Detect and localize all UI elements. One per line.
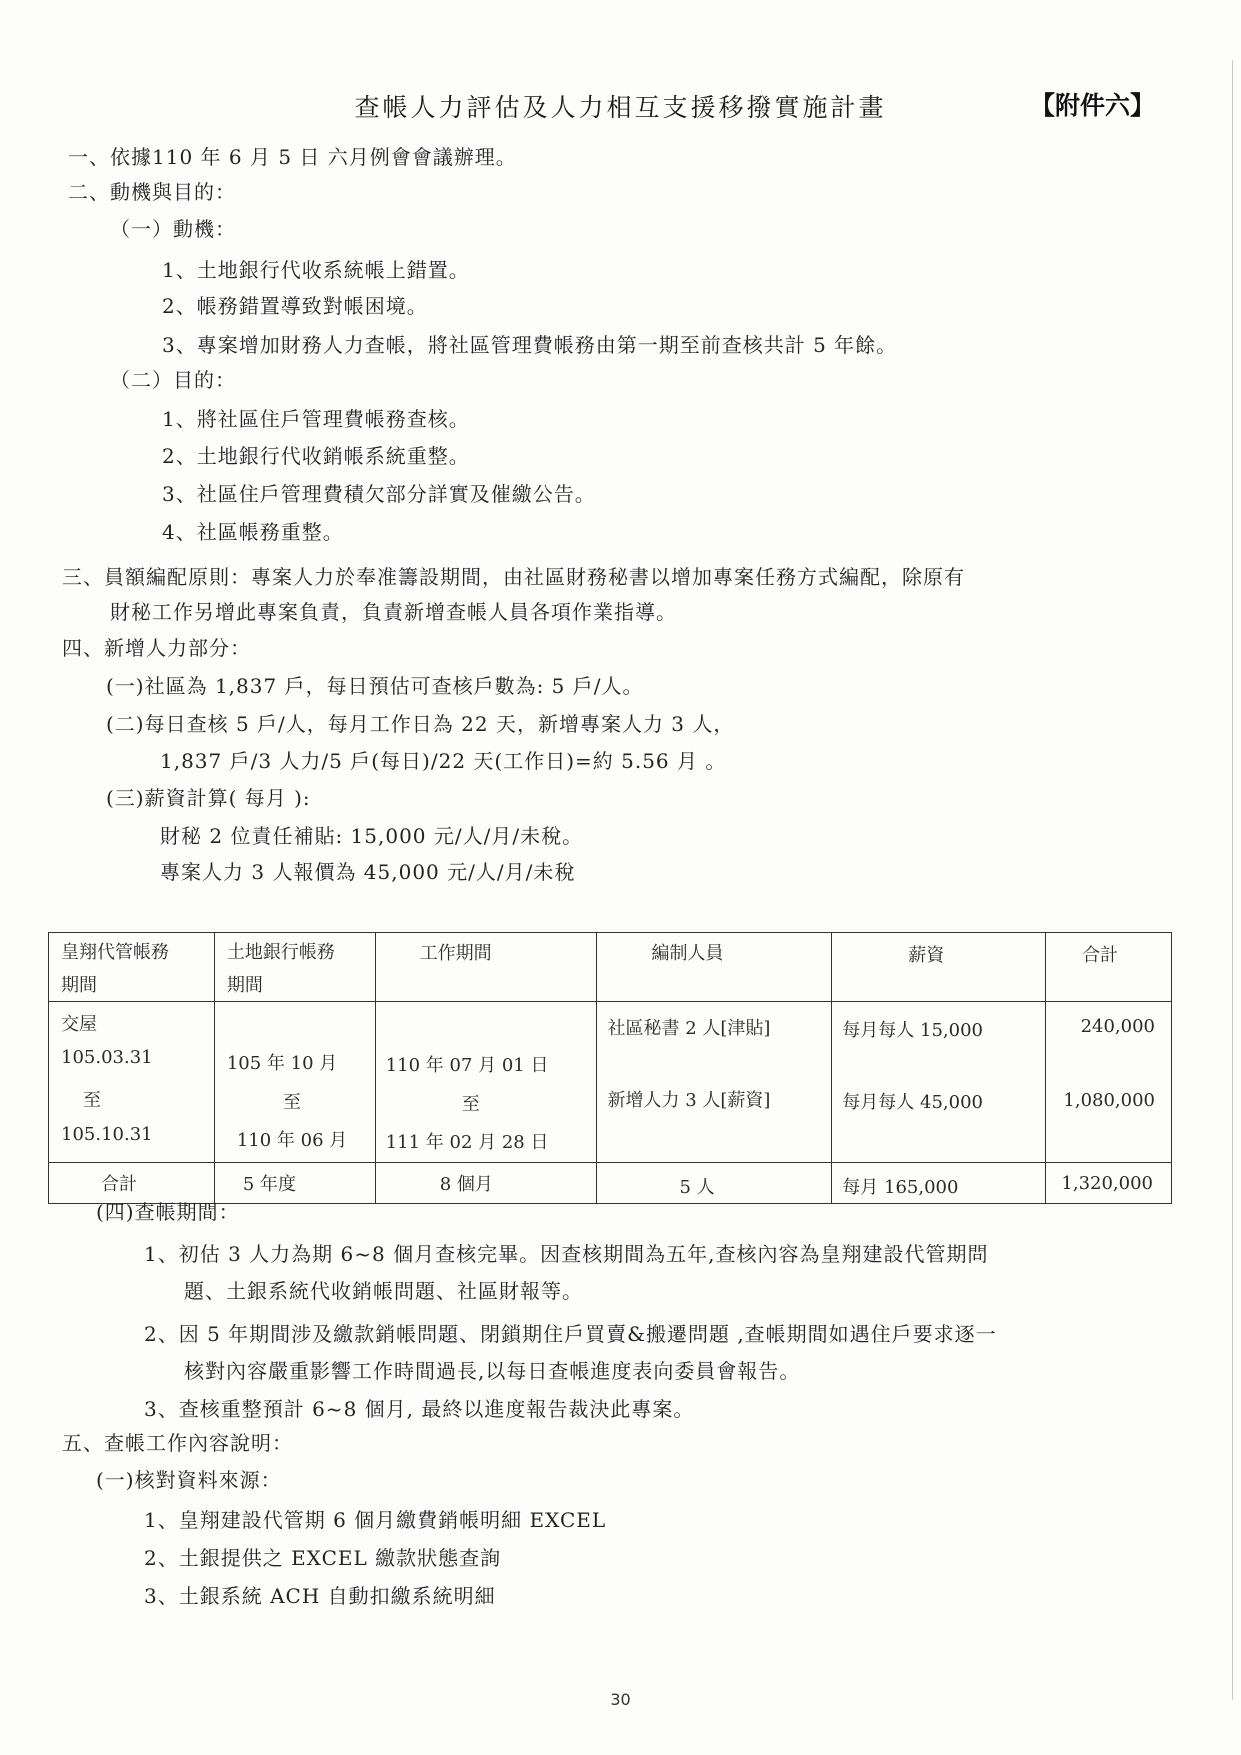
table-cell: 105 年 10 月 至 110 年 06 月	[214, 1002, 375, 1163]
body-line: 專案人力 3 人報價為 45,000 元/人/月/未稅	[160, 860, 576, 884]
table-row	[49, 1002, 1172, 1163]
body-line: 2、帳務錯置導致對帳困境。	[162, 294, 428, 318]
body-line: (一)核對資料來源：	[96, 1468, 282, 1492]
body-line: 核對內容嚴重影響工作時間過長,以每日查帳進度表向委員會報告。	[184, 1359, 801, 1383]
body-line: （二）目的：	[110, 368, 236, 392]
table-cell: 240,000 1,080,000	[1046, 1002, 1172, 1163]
table-header-cell: 薪資	[832, 933, 1046, 1002]
table-cell: 交屋 105.03.31 至 105.10.31	[49, 1002, 215, 1163]
table-cell: 110 年 07 月 01 日 至 111 年 02 月 28 日	[375, 1002, 597, 1163]
body-line: 四、新增人力部分：	[62, 636, 251, 660]
body-line: 1、初估 3 人力為期 6~8 個月查核完畢。因查核期間為五年,查核內容為皇翔建設代管期問	[144, 1242, 989, 1266]
table-header-row	[49, 933, 1172, 1002]
table-cell: 5 人	[597, 1163, 832, 1204]
body-line: 五、查帳工作內容說明：	[62, 1431, 293, 1455]
body-line: 財秘工作另增此專案負責，負責新增查帳人員各項作業指導。	[110, 600, 677, 624]
staffing-cost-table	[48, 932, 1172, 1204]
body-line: 3、專案增加財務人力查帳，將社區管理費帳務由第一期至前查核共計 5 年餘。	[162, 333, 898, 357]
table-cell: 合計	[49, 1163, 215, 1204]
body-line: 二、動機與目的：	[68, 180, 236, 204]
body-line: 一、依據110 年 6 月 5 日 六月例會會議辦理。	[68, 145, 517, 169]
body-line: 4、社區帳務重整。	[162, 520, 344, 544]
body-line: 財秘 2 位責任補貼: 15,000 元/人/月/未稅。	[160, 824, 584, 848]
table-header-cell: 工作期間	[375, 933, 597, 1002]
table-cell: 5 年度	[214, 1163, 375, 1204]
table-cell: 社區秘書 2 人[津貼] 新增人力 3 人[薪資]	[597, 1002, 832, 1163]
body-line: 1、皇翔建設代管期 6 個月繳費銷帳明細 EXCEL	[144, 1508, 607, 1532]
body-line: (二)每日查核 5 戶/人，每月工作日為 22 天，新增專案人力 3 人，	[106, 712, 735, 736]
body-line: 2、土銀提供之 EXCEL 繳款狀態查詢	[144, 1546, 502, 1570]
body-line: (三)薪資計算( 每月 ):	[106, 786, 311, 810]
body-line: （一）動機：	[110, 217, 236, 241]
table-header-cell: 土地銀行帳務 期間	[214, 933, 375, 1002]
body-line: 3、社區住戶管理費積欠部分詳實及催繳公告。	[162, 482, 596, 506]
body-line: 3、查核重整預計 6~8 個月, 最終以進度報告裁決此專案。	[144, 1397, 695, 1421]
body-line: 1,837 戶/3 人力/5 戶(每日)/22 天(工作日)=約 5.56 月 。	[160, 749, 727, 773]
table-header-cell: 合計	[1046, 933, 1172, 1002]
body-line: 3、土銀系統 ACH 自動扣繳系統明細	[144, 1584, 496, 1608]
page-number: 30	[610, 1690, 631, 1709]
document-title: 查帳人力評估及人力相互支援移撥實施計畫	[354, 93, 887, 122]
table-cell: 每月每人 15,000 每月每人 45,000	[832, 1002, 1046, 1163]
body-line: (四)查帳期間：	[96, 1200, 240, 1224]
body-line: 三、員額編配原則：專案人力於奉准籌設期間，由社區財務秘書以增加專案任務方式編配，除原有	[62, 565, 965, 589]
table-cell: 1,320,000	[1046, 1163, 1172, 1204]
body-line: 2、因 5 年期間涉及繳款銷帳問題、閉鎖期住戶買賣&搬遷問題 ,查帳期間如遇住戶要求逐一	[144, 1322, 997, 1346]
body-line: 題、土銀系統代收銷帳問題、社區財報等。	[184, 1279, 583, 1303]
body-line: 2、土地銀行代收銷帳系統重整。	[162, 444, 470, 468]
body-line: (一)社區為 1,837 戶，每日預估可查核戶數為: 5 戶/人。	[106, 674, 644, 698]
scan-edge	[1232, 60, 1233, 1700]
body-line: 1、將社區住戶管理費帳務查核。	[162, 407, 470, 431]
body-line: 1、土地銀行代收系統帳上錯置。	[162, 258, 470, 282]
table-header-cell: 編制人員	[597, 933, 832, 1002]
table-cell: 每月 165,000	[832, 1163, 1046, 1204]
attachment-label: 【附件六】	[1030, 91, 1156, 120]
table-cell: 8 個月	[375, 1163, 597, 1204]
table-header-cell: 皇翔代管帳務 期間	[49, 933, 215, 1002]
